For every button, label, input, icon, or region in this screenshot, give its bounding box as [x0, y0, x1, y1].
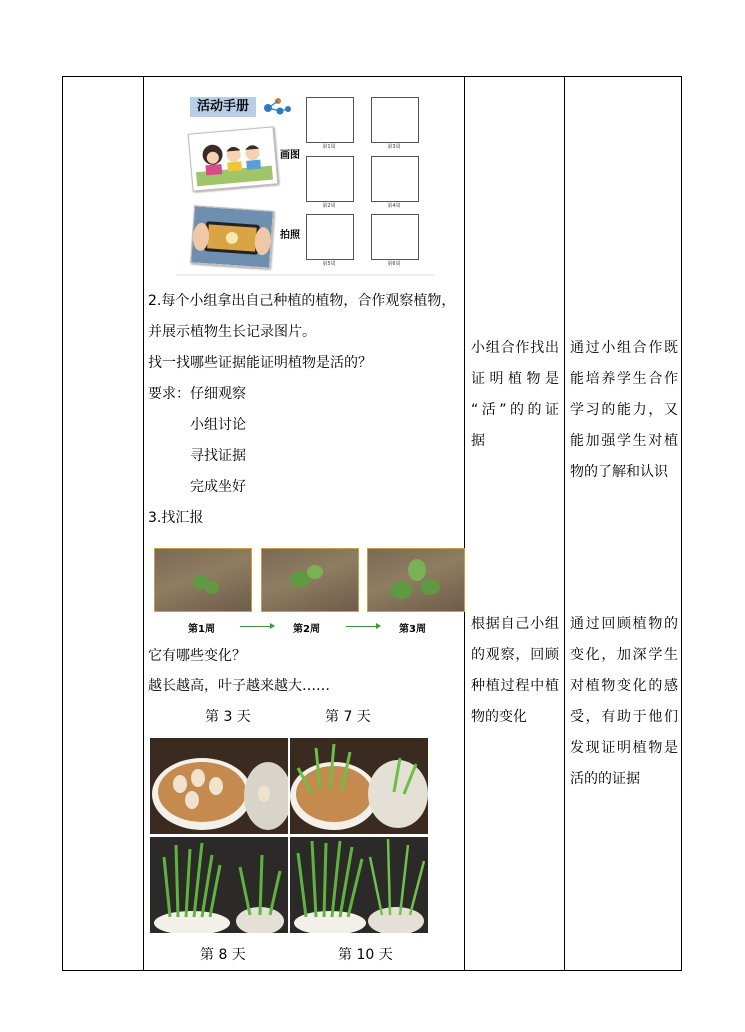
- step2-line1: 2.每个小组拿出自己种植的植物，合作观察植物，: [148, 293, 456, 309]
- plant-week1-photo: [154, 548, 252, 612]
- text-line: 据: [471, 433, 485, 449]
- day-label: 第 8 天: [200, 947, 246, 963]
- design-intent-1: [570, 333, 678, 488]
- week-box-label: 第5周: [322, 261, 336, 267]
- growth-week-label: 第3周: [399, 624, 426, 635]
- column-divider: [564, 77, 565, 970]
- day-label: 第 10 天: [338, 947, 393, 963]
- text-line: 能培养学生合作: [570, 371, 678, 387]
- text-line: 证明植物是: [471, 371, 559, 387]
- requirement-label: 要求：仔细观察: [148, 386, 246, 402]
- text-line: 通过小组合作既: [570, 340, 678, 356]
- growth-week-label: 第1周: [188, 624, 215, 635]
- plant-week2-photo: [261, 548, 359, 612]
- text-line: 小组合作找出: [471, 340, 559, 356]
- week-box-label: 第6周: [387, 261, 401, 267]
- arrow-icon: [240, 626, 272, 627]
- text-line: 的观察，回顾: [471, 647, 559, 663]
- text-line: 物的了解和认识: [570, 464, 668, 480]
- phone-photo-image: [190, 205, 274, 268]
- text-line: 活的的证据: [570, 771, 640, 787]
- garlic-day7-photo: [290, 738, 428, 834]
- week-box: [371, 156, 419, 202]
- text-line: 物的变化: [471, 709, 527, 725]
- column-divider: [464, 77, 465, 970]
- arrow-icon: [346, 626, 378, 627]
- phone-photo-illustration: [191, 206, 273, 267]
- student-activity-1: [471, 333, 559, 457]
- manual-title: 活动手册: [190, 97, 256, 117]
- student-activity-2: [471, 609, 559, 733]
- text-line: 学习的能力，又: [570, 402, 678, 418]
- requirement-item: 完成坐好: [190, 479, 246, 495]
- children-illustration: [189, 127, 278, 190]
- garlic-day8-photo: [150, 837, 288, 933]
- drawing-children-image: [188, 126, 279, 191]
- text-line: 通过回顾植物的: [570, 616, 678, 632]
- week-box: [371, 97, 419, 143]
- design-intent-2: [570, 609, 678, 795]
- week-box: [306, 156, 354, 202]
- text-line: 发现证明植物是: [570, 740, 678, 756]
- garlic-day10-photo: [290, 837, 428, 933]
- text-line: 对植物变化的感: [570, 678, 678, 694]
- week-box-label: 第1周: [322, 144, 336, 150]
- requirement-item: 寻找证据: [190, 448, 246, 464]
- text-line: 变化，加深学生: [570, 647, 678, 663]
- growth-week-label: 第2周: [293, 624, 320, 635]
- change-question: 它有哪些变化？: [148, 648, 246, 664]
- week-box: [306, 214, 354, 260]
- draw-label: 画图: [280, 150, 300, 161]
- week-box: [306, 97, 354, 143]
- step3-text: 3.找汇报: [148, 510, 204, 526]
- garlic-day3-photo: [150, 738, 288, 834]
- text-line: 受，有助于他们: [570, 709, 678, 725]
- week-box: [371, 214, 419, 260]
- molecule-icon: [262, 96, 292, 118]
- day-label: 第 3 天: [205, 709, 251, 725]
- text-line: “活”的的证: [471, 402, 559, 418]
- photo-label: 拍照: [280, 230, 300, 241]
- change-answer: 越长越高，叶子越来越大……: [148, 678, 330, 694]
- column-divider: [143, 77, 144, 970]
- text-line: 种植过程中植: [471, 678, 559, 694]
- day-label: 第 7 天: [325, 709, 371, 725]
- week-box-label: 第2周: [322, 203, 336, 209]
- requirement-item: 小组讨论: [190, 417, 246, 433]
- week-box-label: 第4周: [387, 203, 401, 209]
- text-line: 能加强学生对植: [570, 433, 678, 449]
- question-text: 找一找哪些证据能证明植物是活的？: [148, 355, 372, 371]
- plant-week3-photo: [367, 548, 465, 612]
- step2-line2: 并展示植物生长记录图片。: [148, 324, 316, 340]
- week-box-label: 第3周: [387, 144, 401, 150]
- text-line: 根据自己小组: [471, 616, 559, 632]
